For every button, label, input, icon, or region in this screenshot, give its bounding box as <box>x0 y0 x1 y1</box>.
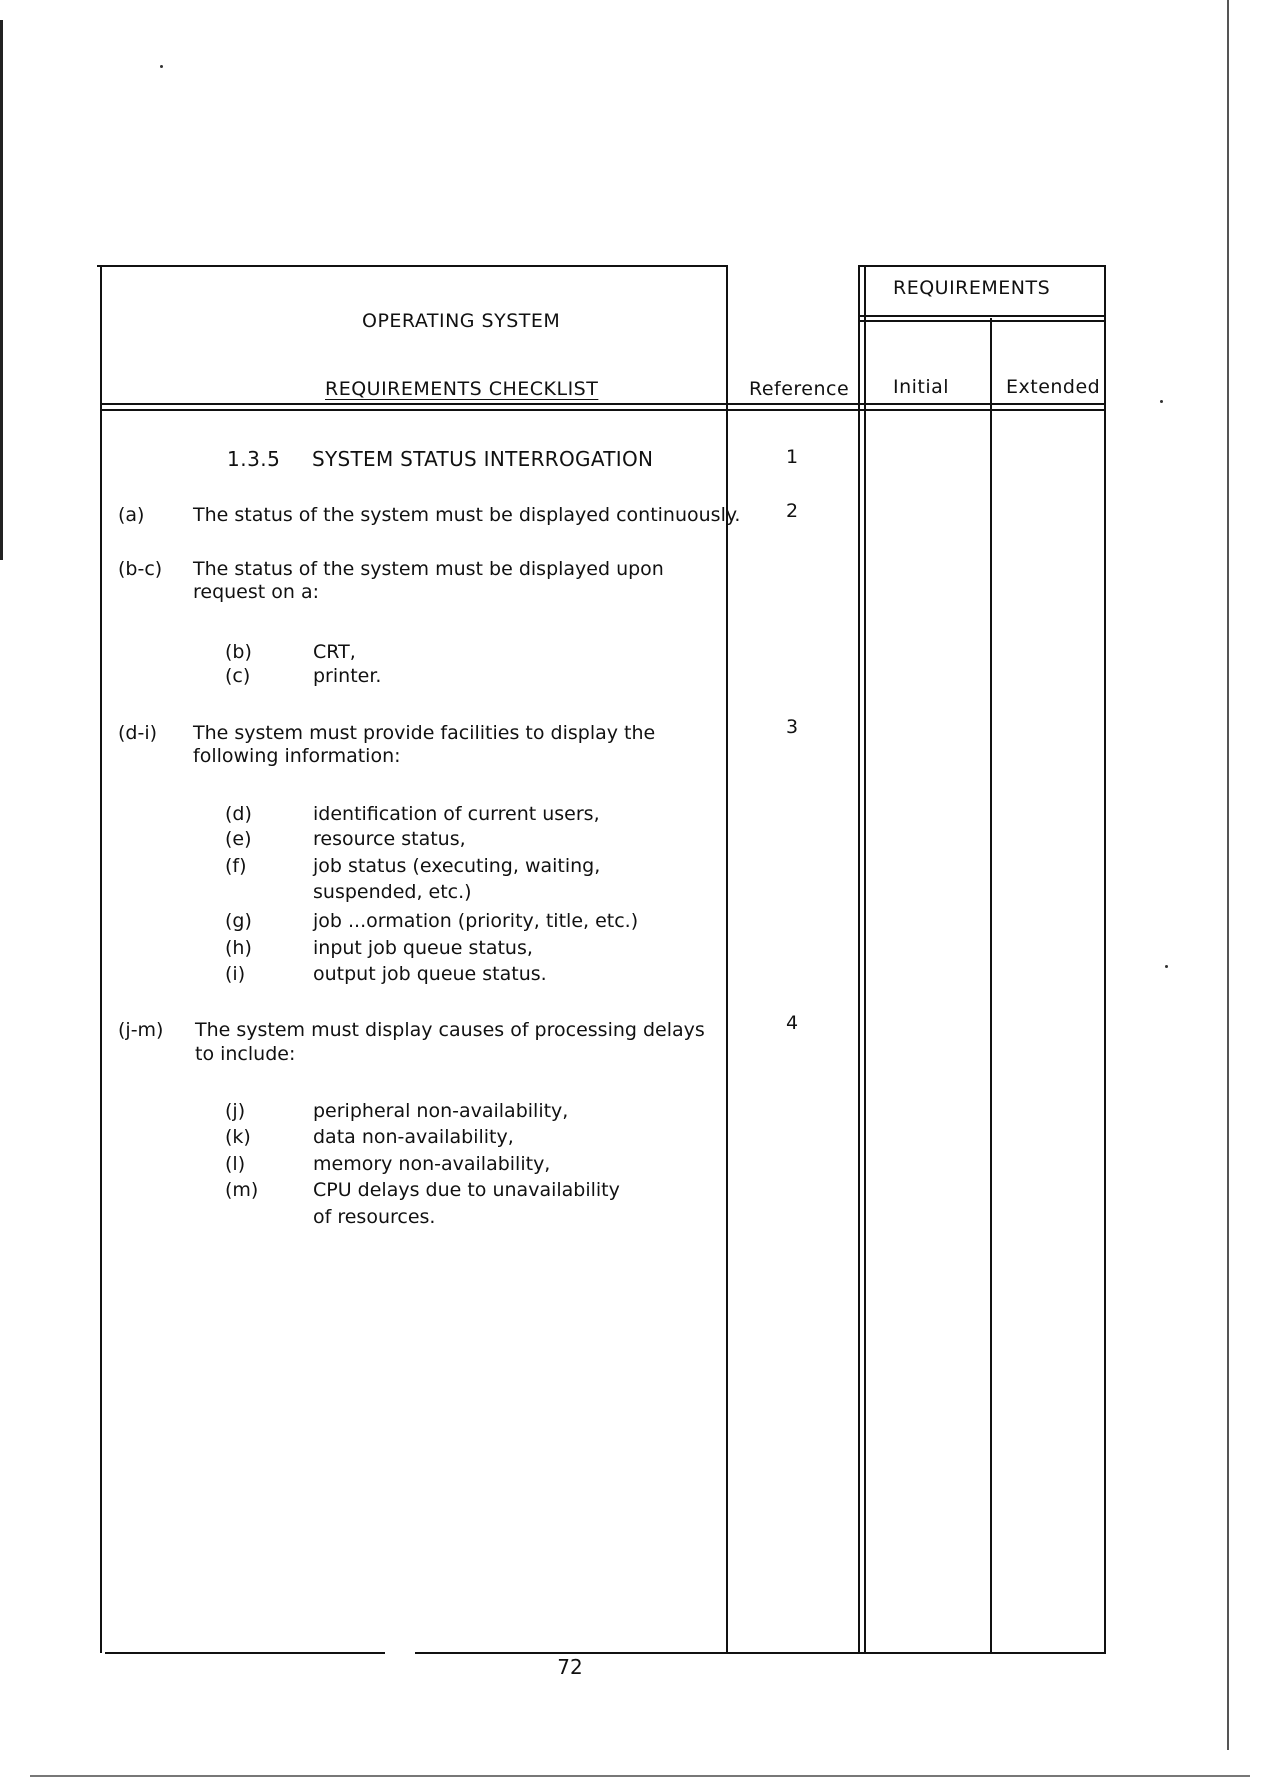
subitem-label: (k) <box>225 1126 251 1148</box>
subitem-text: input job queue status, <box>313 937 533 959</box>
page-edge-bottom <box>30 1775 1250 1777</box>
subitem-text: peripheral non-availability, <box>313 1100 569 1122</box>
item-text: following information: <box>193 745 401 767</box>
speck <box>160 65 163 68</box>
item-reference: 3 <box>785 716 799 738</box>
subitem-label: (i) <box>225 963 246 985</box>
header-initial: Initial <box>893 376 950 398</box>
table-left-border <box>100 265 102 1653</box>
subitem-text: printer. <box>313 665 382 687</box>
table-bottom-right <box>415 1652 1106 1654</box>
page-edge-left <box>0 20 3 560</box>
initial-extended-border <box>990 318 992 1653</box>
speck <box>1165 965 1168 968</box>
item-reference: 2 <box>785 500 799 522</box>
subitem-label: (m) <box>225 1179 259 1201</box>
subitem-label: (c) <box>225 665 251 687</box>
item-text: The system must display causes of processing delays <box>195 1019 705 1041</box>
subitem-text: job status (executing, waiting, <box>313 855 601 877</box>
item-text: The status of the system must be displayed continuously. <box>193 504 741 526</box>
page-number: 72 <box>557 1655 583 1679</box>
section-reference: 1 <box>785 446 799 468</box>
subitem-text: output job queue status. <box>313 963 547 985</box>
subitem-text: CRT, <box>313 641 356 663</box>
item-label: (j-m) <box>118 1019 164 1041</box>
header-extended: Extended <box>1006 376 1101 398</box>
section-title: SYSTEM STATUS INTERROGATION <box>312 447 654 471</box>
header-title-line1: OPERATING SYSTEM <box>362 310 561 332</box>
subitem-text: data non-availability, <box>313 1126 514 1148</box>
subitem-label: (g) <box>225 910 252 932</box>
requirements-divider-2 <box>858 320 1106 322</box>
subitem-label: (h) <box>225 937 252 959</box>
header-requirements: REQUIREMENTS <box>893 277 1051 299</box>
reference-column-border <box>726 265 728 1653</box>
subitem-label: (b) <box>225 641 252 663</box>
subitem-text: job ...ormation (priority, title, etc.) <box>313 910 639 932</box>
item-text: The system must provide facilities to display the <box>193 722 656 744</box>
subitem-label: (e) <box>225 828 252 850</box>
table-right-border <box>1104 265 1106 1653</box>
table-bottom-left <box>105 1652 385 1654</box>
header-reference: Reference <box>749 378 850 400</box>
requirements-left-border-2 <box>864 265 866 1653</box>
subitem-label: (l) <box>225 1153 246 1175</box>
requirements-left-border-1 <box>858 265 860 1653</box>
header-title-line2: REQUIREMENTS CHECKLIST <box>325 378 599 400</box>
page-edge-right <box>1227 0 1229 1750</box>
header-rule-1 <box>100 403 1106 405</box>
speck <box>1160 400 1163 403</box>
requirements-top-border <box>858 265 1106 267</box>
item-text: to include: <box>195 1043 296 1065</box>
subitem-label: (d) <box>225 803 252 825</box>
subitem-label: (j) <box>225 1100 246 1122</box>
subitem-text: memory non-availability, <box>313 1153 551 1175</box>
item-text: request on a: <box>193 581 320 603</box>
header-rule-2 <box>100 409 1106 411</box>
subitem-text: CPU delays due to unavailability <box>313 1179 620 1201</box>
item-label: (a) <box>118 504 145 526</box>
section-number: 1.3.5 <box>227 447 281 471</box>
subitem-text: suspended, etc.) <box>313 881 472 903</box>
subitem-label: (f) <box>225 855 247 877</box>
subitem-text: of resources. <box>313 1206 436 1228</box>
item-label: (b-c) <box>118 558 163 580</box>
item-text: The status of the system must be displayed upon <box>193 558 664 580</box>
subitem-text: resource status, <box>313 828 466 850</box>
table-top-border <box>97 265 727 267</box>
item-reference: 4 <box>785 1012 799 1034</box>
subitem-text: identification of current users, <box>313 803 600 825</box>
item-label: (d-i) <box>118 722 158 744</box>
requirements-divider <box>858 315 1106 317</box>
